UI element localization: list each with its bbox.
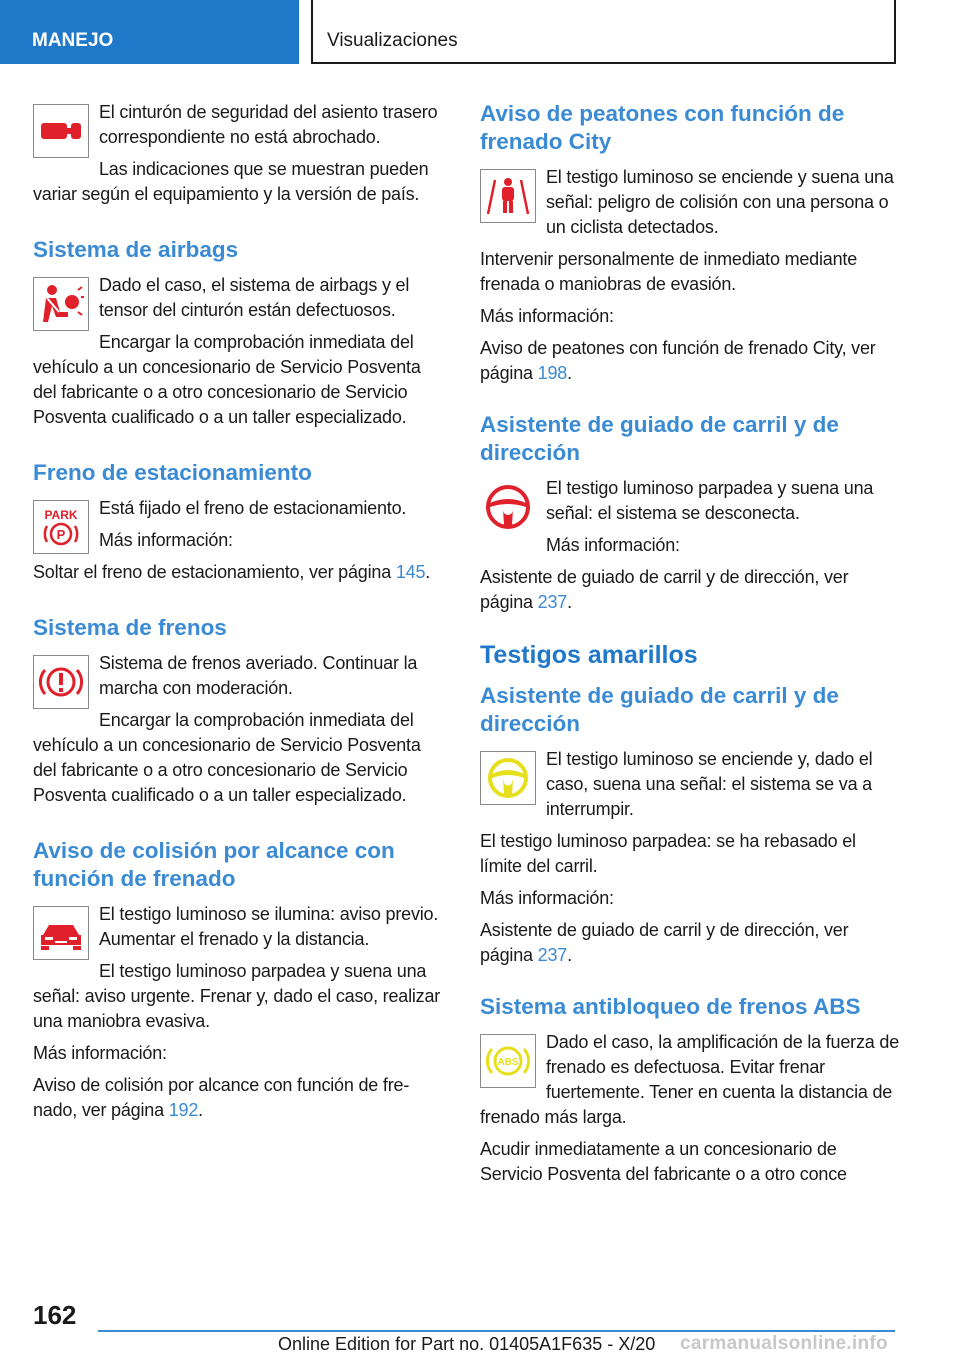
lane-assist-red-text: El testigo luminoso parpadea y suena una señal: el sistema se desconecta.: [546, 478, 874, 523]
collision-urgent: El testigo luminoso parpadea y suena una señal: aviso urgente. Frenar y, dado el caso, realizar una maniobra evasiva.: [33, 961, 441, 1031]
right-column: [480, 100, 900, 1194]
edition-text: Online Edition for Part no. 01405A1F635 - X/20: [278, 1334, 656, 1354]
yellow-lights-heading: Testigos amarillos: [480, 641, 698, 669]
lane-assist-yellow-text: El testigo luminoso se enciende y, dado el caso, suena una señal: el sistema se va a interrumpir.: [546, 749, 873, 819]
parking-brake-item: [33, 496, 447, 592]
abs-warning-icon: [480, 1034, 536, 1088]
lane-assist-yellow-more-info: Más información:: [480, 888, 614, 908]
parking-brake-text: Está fijado el freno de estacionamiento.: [99, 498, 407, 518]
parking-brake-heading: Freno de estacionamiento: [33, 460, 312, 485]
pedestrian-text: El testigo luminoso se enciende y suena una señal: peligro de colisión con una persona o un ciclista detectados.: [546, 167, 894, 237]
lane-assist-red-item: [480, 476, 900, 565]
collision-heading: Aviso de colisión por alcance con función de frenado: [33, 838, 395, 891]
steering-wheel-red-icon: [480, 480, 536, 534]
lane-assist-yellow-exceeded: El testigo luminoso parpadea: se ha rebasado el límite del carril.: [480, 831, 856, 876]
page-link-237-b[interactable]: 237: [537, 945, 568, 965]
page-link-237[interactable]: 237: [537, 592, 568, 612]
section-tab: MANEJO: [0, 0, 299, 64]
collision-warning-icon: [33, 906, 89, 960]
collision-text: El testigo luminoso se ilumina: aviso previo. Aumentar el frenado y la distancia.: [99, 904, 439, 949]
page-link-192[interactable]: 192: [168, 1100, 199, 1120]
brake-warning-icon: [33, 655, 89, 709]
page-number: 162: [33, 1300, 77, 1330]
lane-assist-red-more-info: Más información:: [546, 535, 680, 555]
brakes-text: Sistema de frenos averiado. Continuar la marcha con moderación.: [99, 653, 418, 698]
seatbelt-warning-icon: [33, 104, 89, 158]
brakes-heading: Sistema de frenos: [33, 615, 227, 640]
lane-assist-yellow-heading: Asistente de guiado de carril y de dirección: [480, 683, 839, 736]
airbags-action: Encargar la comprobación inmediata del vehículo a un concesionario de Servicio Posventa del fabricante o a otro concesionario de Servicio Posventa cualificado o a un taller especializado.: [33, 332, 421, 427]
watermark: carmanualsonline.info: [680, 1333, 888, 1354]
pedestrian-item: [480, 165, 900, 247]
pedestrian-reference: Aviso de peatones con función de frenado City, ver página 198.: [480, 338, 876, 383]
lane-assist-red-heading: Asistente de guiado de carril y de dirección: [480, 412, 839, 465]
steering-wheel-yellow-icon: [480, 751, 536, 805]
lane-assist-red-reference: Asistente de guiado de carril y de dirección, ver página 237.: [480, 567, 849, 612]
brakes-item: [33, 651, 447, 815]
parking-brake-icon: [33, 500, 89, 554]
page-header: [0, 0, 960, 66]
page-link-145[interactable]: 145: [395, 562, 426, 582]
abs-icon-label: ABS: [497, 1057, 519, 1068]
pedestrian-heading: Aviso de peatones con función de frenado City: [480, 101, 845, 154]
abs-action: Acudir inmediatamente a un concesionario de Servicio Posventa del fabricante o a otro conce: [480, 1139, 847, 1184]
seatbelt-item: [33, 100, 447, 214]
collision-item: [33, 902, 447, 1130]
airbags-item: [33, 273, 447, 437]
lane-assist-yellow-item: [480, 747, 900, 829]
chapter-title: Visualizaciones: [311, 0, 896, 64]
abs-item: [480, 1030, 900, 1194]
pedestrian-warning-icon: [480, 169, 536, 223]
seatbelt-text: El cinturón de seguridad del asiento trasero correspondiente no está abrochado.: [99, 102, 438, 147]
seatbelt-note: Las indicaciones que se muestran pueden variar según el equipamiento y la versión de país.: [33, 159, 429, 204]
abs-heading: Sistema antibloqueo de frenos ABS: [480, 994, 861, 1019]
parking-icon-label: PARK: [44, 508, 78, 522]
airbags-heading: Sistema de airbags: [33, 237, 239, 262]
parking-reference: Soltar el freno de estacionamiento, ver página 145.: [33, 562, 431, 582]
left-column: [33, 100, 447, 1130]
brakes-action: Encargar la comprobación inmediata del vehículo a un concesionario de Servicio Posventa del fabricante o a otro concesionario de Servicio Posventa cualificado o a un taller especializado.: [33, 710, 421, 805]
pedestrian-more-info: Más información:: [480, 306, 614, 326]
collision-reference: Aviso de colisión por alcance con función de frenado, ver página 192.: [33, 1075, 410, 1120]
page-link-198[interactable]: 198: [537, 363, 568, 383]
airbags-text: Dado el caso, el sistema de airbags y el tensor del cinturón están defectuosos.: [99, 275, 410, 320]
lane-assist-yellow-reference: Asistente de guiado de carril y de dirección, ver página 237.: [480, 920, 849, 965]
airbag-warning-icon: [33, 277, 89, 331]
svg-text:P: P: [56, 527, 66, 542]
abs-text: Dado el caso, la amplificación de la fuerza de frenado es defectuosa. Evitar frenar fuertemente. Tener en cuenta la distancia de frenado más larga.: [480, 1032, 900, 1127]
collision-more-info: Más información:: [33, 1043, 167, 1063]
pedestrian-action: Intervenir personalmente de inmediato mediante frenada o maniobras de evasión.: [480, 249, 858, 294]
parking-more-info: Más información:: [99, 530, 233, 550]
